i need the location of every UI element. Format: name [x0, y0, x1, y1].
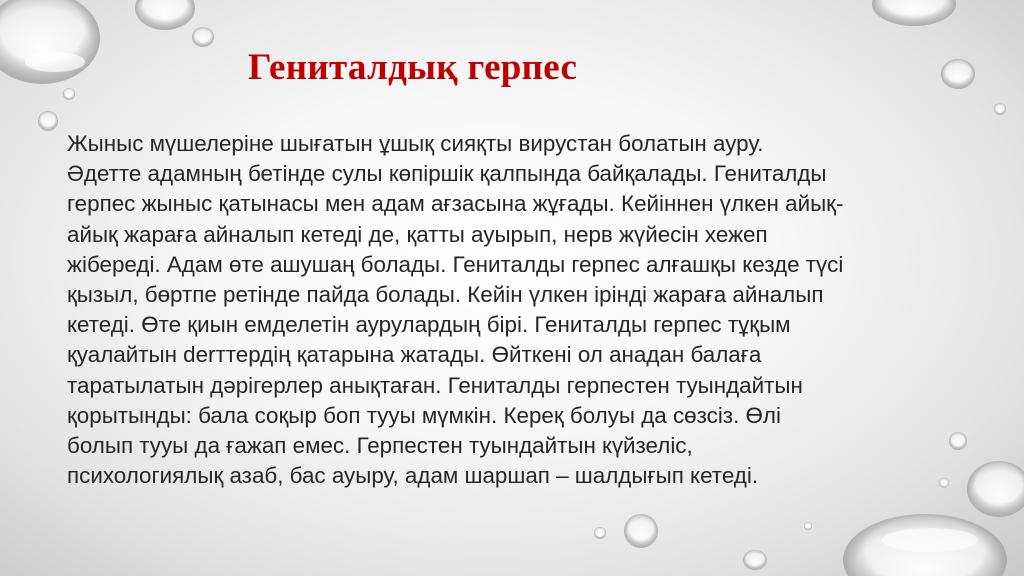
- drop-bottom-center-medium: [624, 514, 658, 548]
- body-line: жібереді. Адам өте ашушаң болады. Гениталды герпес алғашқы кезде түсі: [67, 251, 844, 277]
- body-line: Әдетте адамның бетінде сулы көпіршік қалпында байқалады. Гениталды: [67, 161, 827, 187]
- body-line: қуалайтын derттердің қатарына жатады. Өйткені ол анадан балаға: [67, 342, 762, 368]
- body-line: кетеді. Өте қиын емделетін аурулардың бірі. Гениталды герпес тұқым: [67, 312, 791, 338]
- body-line: қорытынды: бала соқыр боп тууы мүмкін. Кереқ болуы да сөзсіз. Өлі: [67, 402, 781, 428]
- drop-bottom-tiny: [804, 522, 812, 530]
- drop-top-right-medium: [941, 59, 975, 89]
- drop-top-right-large: [872, 0, 956, 26]
- body-line: психологиялық азаб, бас ауыру, адам шаршап – шалдығып кетеді.: [67, 463, 759, 489]
- slide-body-text: [67, 129, 967, 491]
- slide-title: Гениталдық герпес: [248, 47, 578, 88]
- drop-top-left-large: [0, 0, 100, 84]
- body-line: герпес жыныс қатынасы мен адам ағзасына жұғады. Кейіннен үлкен айық-: [67, 191, 844, 217]
- drop-top-small-1: [135, 0, 195, 30]
- drop-right-mid-large: [967, 461, 1024, 517]
- drop-bottom-right-large: [843, 514, 1007, 576]
- body-line: қызыл, бөртпе ретінде пайда болады. Кейін үлкен ірінді жараға айналып: [67, 282, 824, 308]
- body-line: таратылатын дәрігерлер анықтаған. Гениталды герпестен туындайтын: [67, 372, 803, 398]
- drop-left-medium: [38, 111, 58, 131]
- body-line: айық жараға айналып кетеді де, қатты ауырып, нерв жүйесін хежеп: [67, 221, 768, 247]
- drop-right-small: [994, 103, 1006, 115]
- drop-bottom-right-small: [743, 550, 767, 570]
- drop-bottom-center-small: [594, 527, 606, 539]
- body-line: болып тууы да ғажап емес. Герпестен туындайтын күйзеліс,: [67, 433, 693, 459]
- body-line: Жыныс мүшелеріне шығатын ұшық сияқты вирустан болатын ауру.: [67, 131, 764, 156]
- drop-top-small-2: [192, 27, 214, 47]
- drop-left-small: [63, 88, 75, 100]
